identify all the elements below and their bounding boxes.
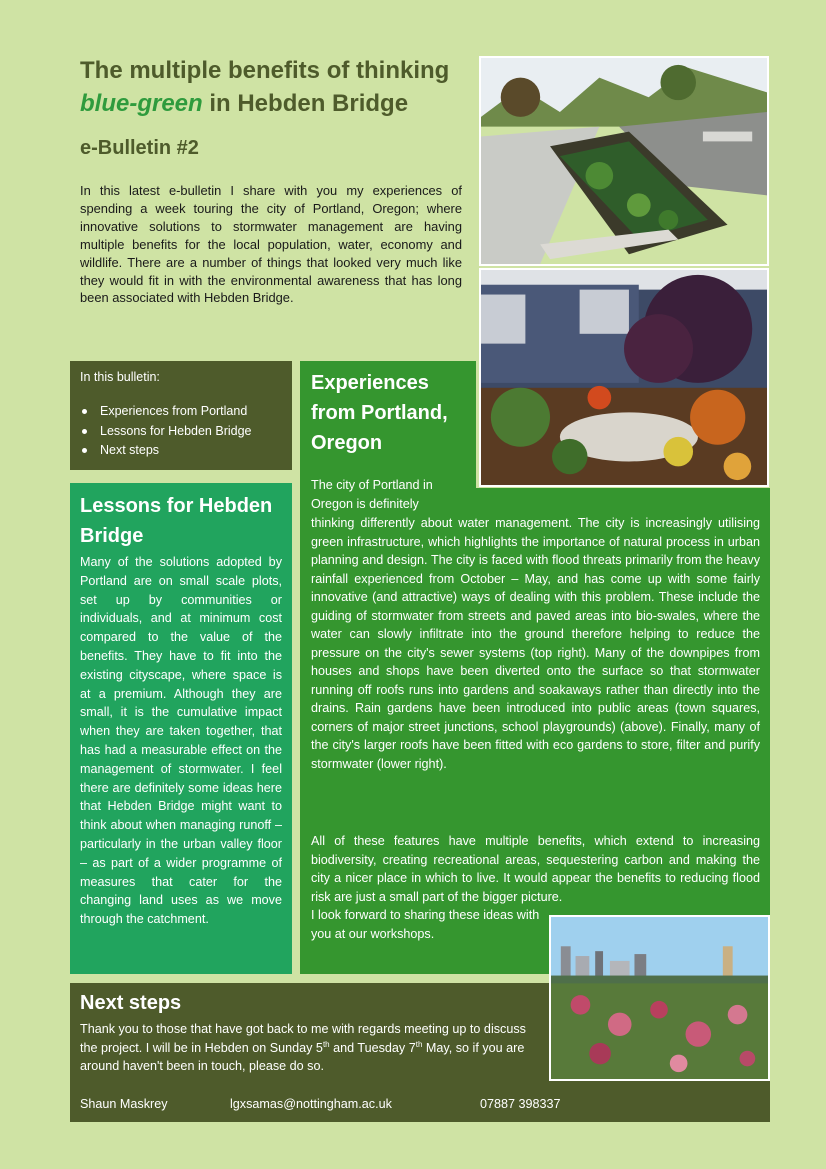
lessons-body: Many of the solutions adopted by Portland are on small scale plots, set up by communities or individuals, and at minimum cost compared to the value of the benefits. They have to fit into the existing cityscape, where space is at a premium. Although they are small, it is the cumulative impact when they are taken together, that has had a measurable effect on the management of stormwater. I feel there are definitely some ideas here that Hebden Bridge might want to think about when managing runoff – particularly in the urban valley floor – as part of a wider programme of measures that cater for the changing land uses as we move through the catchment. bbox=[80, 555, 282, 927]
list-item: Next steps bbox=[80, 441, 282, 461]
portland-heading: Experiences from Portland, Oregon bbox=[311, 372, 448, 454]
bioswale-street-photo bbox=[479, 56, 769, 266]
lessons-heading: Lessons for Hebden Bridge bbox=[80, 495, 273, 547]
contact-phone: 07887 398337 bbox=[480, 1097, 561, 1111]
next-steps-heading: Next steps bbox=[80, 992, 182, 1014]
contact-name: Shaun Maskrey bbox=[80, 1097, 168, 1111]
in-this-bulletin-box bbox=[70, 361, 292, 470]
contact-email[interactable]: lgxsamas@nottingham.ac.uk bbox=[230, 1097, 392, 1111]
list-item: Experiences from Portland bbox=[80, 402, 282, 422]
page-title bbox=[80, 54, 480, 120]
title-line1: The multiple benefits of thinking bbox=[80, 57, 450, 84]
green-roof-photo bbox=[549, 915, 770, 1081]
portland-closing: I look forward to sharing these ideas with you at our workshops. bbox=[311, 908, 540, 941]
next-steps-text: Thank you to those that have got back to me with regards meeting up to discuss the project. I will be in Hebden on Sunday 5th and Tuesday 7th May, so if you are around haven't been in touch, please do so. bbox=[80, 1022, 526, 1073]
portland-lead-text: The city of Portland in Oregon is definitely bbox=[311, 478, 433, 511]
list-item: Lessons for Hebden Bridge bbox=[80, 422, 282, 442]
portland-body: thinking differently about water management. The city is increasingly utilising green infrastructure, which highlights the importance of natural process in urban planning and design. The city is faced with flood threats primarily from the heavy rainfall experienced from October – May, and has come up with some fairly innovative (and attractive) ways of dealing with this problem. These include the guiding of stormwater from streets and paved areas into bio-swales, where the water can slowly infiltrate into the ground therefore helping to reduce the pressure on the city's sewer systems (top right). Many of the downpipes from houses and shops have been diverted onto the surface so that stormwater running off roofs runs into gardens and soakaways rather than directly into the drains. Rain gardens have been introduced into public areas (town squares, corners of major street junctions, school playgrounds) (above). Finally, many of the city's larger roofs have been fitted with eco gardens to store, filter and purify stormwater (lower right). bbox=[311, 516, 760, 771]
intro-paragraph: In this latest e-bulletin I share with you my experiences of spending a week touring the city of Portland, Oregon; where innovative solutions to stormwater management are having multiple benefits for the local population, water, economy and wildlife. There are a number of things that looked very much like they would fit in with the environmental awareness that has long been associated with Hebden Bridge. bbox=[80, 183, 462, 306]
rain-garden-photo bbox=[479, 268, 769, 487]
bulletin-contents-list bbox=[80, 402, 282, 461]
portland-body-2: All of these features have multiple benefits, which extend to increasing biodiversity, creating recreational areas, sequestering carbon and making the city a nicer place in which to live. It would appear the benefits to reducing flood risk are just a small part of the bigger picture. bbox=[311, 834, 760, 904]
in-this-bulletin-heading: In this bulletin: bbox=[80, 370, 160, 384]
title-emphasis: blue-green bbox=[80, 90, 203, 117]
title-line2-rest: in Hebden Bridge bbox=[202, 90, 409, 117]
bulletin-number: e-Bulletin #2 bbox=[80, 137, 199, 159]
lessons-section bbox=[70, 483, 292, 974]
